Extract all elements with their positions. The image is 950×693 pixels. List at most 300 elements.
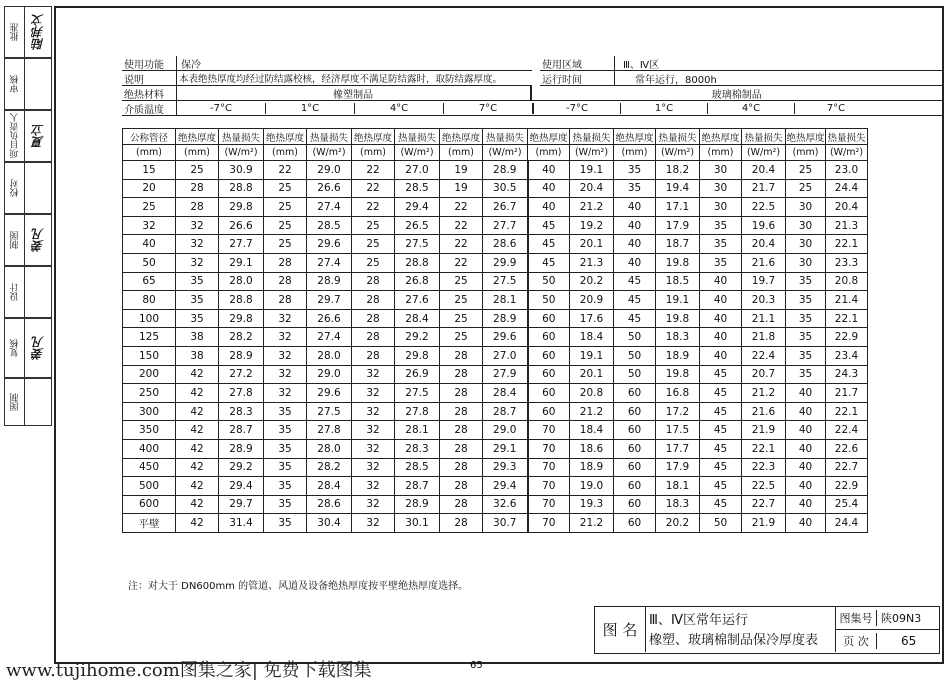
heat-loss-heading: 热量损失: [483, 129, 528, 145]
title-line2: 橡塑、玻璃棉制品保冷厚度表: [649, 633, 819, 648]
heat-loss-cell: 21.2: [570, 198, 614, 217]
atlas-value: 陕09N3: [881, 612, 922, 625]
heat-loss-cell: 29.8: [395, 346, 440, 365]
heat-loss-cell: 28.3: [395, 439, 440, 458]
heat-loss-heading: 热量损失: [656, 129, 700, 145]
thickness-cell: 32: [176, 253, 219, 272]
table-row: [123, 235, 868, 254]
thickness-cell: 25: [440, 328, 483, 347]
unit-cell: (W/m²): [483, 145, 528, 161]
thickness-cell: 60: [614, 402, 656, 421]
thickness-cell: 60: [614, 384, 656, 403]
thickness-cell: 22: [352, 198, 395, 217]
dn-cell: 32: [123, 216, 176, 235]
unit-cell: (mm): [176, 145, 219, 161]
heat-loss-cell: 18.7: [656, 235, 700, 254]
heat-loss-cell: 20.4: [826, 198, 868, 217]
table-row: [123, 272, 868, 291]
thickness-cell: 28: [440, 384, 483, 403]
dn-cell: 300: [123, 402, 176, 421]
heat-loss-cell: 17.6: [570, 309, 614, 328]
thickness-cell: 50: [614, 365, 656, 384]
thickness-cell: 45: [700, 458, 742, 477]
signature: 陆邦文: [31, 14, 45, 50]
heat-loss-cell: 20.4: [742, 235, 786, 254]
dn-cell: 125: [123, 328, 176, 347]
heat-loss-cell: 26.6: [307, 309, 352, 328]
heat-loss-cell: 27.8: [395, 402, 440, 421]
thickness-cell: 35: [176, 309, 219, 328]
signature: [25, 379, 50, 425]
heat-loss-cell: 27.9: [483, 365, 528, 384]
thickness-cell: 25: [176, 161, 219, 180]
heat-loss-cell: 16.8: [656, 384, 700, 403]
heat-loss-cell: 26.6: [219, 216, 264, 235]
table-row: [123, 402, 868, 421]
heat-loss-cell: 20.2: [656, 514, 700, 533]
table-row: [123, 161, 868, 180]
page-value: 65: [901, 634, 917, 648]
footnote: 注：对大于 DN600mm 的管道、风道及设备绝热厚度按平壁绝热厚度选择。: [128, 581, 469, 592]
thickness-cell: 38: [176, 346, 219, 365]
heat-loss-cell: 30.9: [219, 161, 264, 180]
thickness-cell: 32: [176, 235, 219, 254]
approval-label: 复核: [10, 339, 21, 357]
heat-loss-cell: 29.0: [307, 161, 352, 180]
thickness-cell: 35: [264, 477, 307, 496]
thickness-cell: 22: [440, 216, 483, 235]
heat-loss-cell: 21.3: [570, 253, 614, 272]
signature: 姜凡: [31, 336, 45, 360]
thickness-cell: 60: [614, 514, 656, 533]
dn-cell: 65: [123, 272, 176, 291]
approval-cell: [4, 266, 52, 318]
thickness-heading: 绝热厚度: [440, 129, 483, 145]
thickness-cell: 50: [700, 514, 742, 533]
unit-cell: (mm): [700, 145, 742, 161]
heat-loss-cell: 20.8: [826, 272, 868, 291]
heat-loss-cell: 31.4: [219, 514, 264, 533]
unit-cell: (mm): [440, 145, 483, 161]
heat-loss-cell: 26.5: [395, 216, 440, 235]
heat-loss-cell: 29.2: [395, 328, 440, 347]
approval-cell: [4, 162, 52, 214]
heat-loss-cell: 21.6: [742, 402, 786, 421]
heat-loss-heading: 热量损失: [219, 129, 264, 145]
thickness-cell: 32: [352, 495, 395, 514]
thickness-cell: 35: [176, 272, 219, 291]
thickness-heading: 绝热厚度: [700, 129, 742, 145]
heat-loss-cell: 18.4: [570, 421, 614, 440]
heat-loss-cell: 28.2: [307, 458, 352, 477]
heat-loss-heading: 热量损失: [307, 129, 352, 145]
thickness-cell: 40: [614, 216, 656, 235]
thickness-cell: 35: [264, 495, 307, 514]
thickness-heading: 绝热厚度: [176, 129, 219, 145]
dn-cell: 250: [123, 384, 176, 403]
thickness-cell: 40: [786, 495, 826, 514]
heat-loss-cell: 18.3: [656, 328, 700, 347]
thickness-cell: 40: [786, 402, 826, 421]
heat-loss-cell: 26.9: [395, 365, 440, 384]
thickness-cell: 25: [440, 291, 483, 310]
thickness-cell: 32: [352, 365, 395, 384]
heat-loss-heading: 热量损失: [570, 129, 614, 145]
thickness-cell: 32: [352, 477, 395, 496]
approval-cell: [4, 58, 52, 110]
thickness-cell: 45: [700, 402, 742, 421]
approval-label: 批准: [10, 23, 21, 41]
heat-loss-cell: 30.5: [483, 179, 528, 198]
dn-cell: 平壁: [123, 514, 176, 533]
heat-loss-cell: 19.8: [656, 309, 700, 328]
heat-loss-cell: 20.9: [570, 291, 614, 310]
insulation-thickness-table: [122, 128, 868, 533]
heat-loss-cell: 23.4: [826, 346, 868, 365]
heat-loss-cell: 22.3: [742, 458, 786, 477]
heat-loss-cell: 29.7: [307, 291, 352, 310]
heat-loss-cell: 19.0: [570, 477, 614, 496]
thickness-cell: 60: [614, 477, 656, 496]
temp-heading: 4°C: [355, 103, 444, 114]
thickness-cell: 42: [176, 402, 219, 421]
thickness-cell: 45: [700, 421, 742, 440]
temp-label: 介质温度: [122, 101, 177, 116]
heat-loss-cell: 18.4: [570, 328, 614, 347]
dn-cell: 40: [123, 235, 176, 254]
table-row: [123, 365, 868, 384]
heat-loss-cell: 28.9: [219, 346, 264, 365]
thickness-cell: 45: [528, 253, 570, 272]
heat-loss-cell: 18.1: [656, 477, 700, 496]
heat-loss-cell: 22.9: [826, 328, 868, 347]
heat-loss-cell: 19.6: [742, 216, 786, 235]
temp-heading: 4°C: [708, 103, 795, 114]
heat-loss-cell: 28.9: [483, 309, 528, 328]
unit-cell: (W/m²): [656, 145, 700, 161]
note-value: 本表绝热厚度均经过防结露校核，经济厚度不满足防结露时，取防结露厚度。: [179, 74, 503, 85]
thickness-cell: 28: [352, 309, 395, 328]
atlas-cell: [835, 607, 940, 630]
table-row: [123, 253, 868, 272]
thickness-cell: 28: [264, 253, 307, 272]
approval-label: 审核: [10, 75, 21, 93]
signature: [25, 163, 50, 213]
heat-loss-cell: 28.7: [395, 477, 440, 496]
thickness-cell: 25: [264, 198, 307, 217]
thickness-cell: 45: [614, 272, 656, 291]
unit-cell: (mm): [528, 145, 570, 161]
thickness-cell: 22: [440, 235, 483, 254]
thickness-heading: 绝热厚度: [786, 129, 826, 145]
thickness-cell: 60: [614, 439, 656, 458]
heat-loss-cell: 30.4: [307, 514, 352, 533]
heat-loss-cell: 28.4: [483, 384, 528, 403]
title-name-label: 图 名: [595, 607, 646, 652]
thickness-cell: 50: [614, 328, 656, 347]
thickness-cell: 30: [786, 198, 826, 217]
thickness-cell: 30: [700, 179, 742, 198]
thickness-cell: 40: [786, 421, 826, 440]
thickness-cell: 60: [528, 384, 570, 403]
heat-loss-cell: 21.4: [826, 291, 868, 310]
thickness-cell: 42: [176, 421, 219, 440]
thickness-cell: 35: [786, 272, 826, 291]
heat-loss-cell: 26.8: [395, 272, 440, 291]
heat-loss-cell: 28.5: [395, 458, 440, 477]
unit-cell: (mm): [123, 145, 176, 161]
thickness-cell: 28: [440, 514, 483, 533]
thickness-cell: 28: [440, 495, 483, 514]
thickness-cell: 40: [700, 291, 742, 310]
thickness-cell: 28: [352, 272, 395, 291]
function-value: 保冷: [181, 59, 201, 71]
table-row: [123, 495, 868, 514]
thickness-cell: 60: [614, 458, 656, 477]
thickness-cell: 40: [786, 458, 826, 477]
heat-loss-cell: 27.4: [307, 328, 352, 347]
thickness-cell: 28: [264, 291, 307, 310]
heat-loss-cell: 24.4: [826, 514, 868, 533]
approval-label: 制图: [10, 231, 21, 249]
table-row: [123, 384, 868, 403]
thickness-cell: 35: [786, 365, 826, 384]
thickness-cell: 32: [352, 439, 395, 458]
heat-loss-cell: 19.4: [656, 179, 700, 198]
heat-loss-cell: 24.4: [826, 179, 868, 198]
heat-loss-cell: 20.4: [570, 179, 614, 198]
heat-loss-cell: 29.8: [219, 309, 264, 328]
heat-loss-cell: 27.5: [307, 402, 352, 421]
heat-loss-heading: 热量损失: [742, 129, 786, 145]
thickness-cell: 60: [528, 346, 570, 365]
heat-loss-cell: 28.7: [219, 421, 264, 440]
material-glasswool: 玻璃棉制品: [530, 86, 942, 101]
thickness-cell: 25: [352, 216, 395, 235]
table-row: [123, 216, 868, 235]
heat-loss-cell: 27.7: [483, 216, 528, 235]
thickness-cell: 32: [352, 384, 395, 403]
thickness-cell: 32: [264, 309, 307, 328]
thickness-cell: 45: [614, 309, 656, 328]
thickness-cell: 25: [264, 235, 307, 254]
runtime-value: 常年运行，8000h: [635, 74, 717, 86]
unit-cell: (mm): [352, 145, 395, 161]
dn-cell: 450: [123, 458, 176, 477]
approval-cell: [4, 318, 52, 378]
thickness-cell: 28: [440, 421, 483, 440]
heat-loss-cell: 22.4: [742, 346, 786, 365]
thickness-cell: 42: [176, 384, 219, 403]
thickness-cell: 35: [786, 346, 826, 365]
dn-cell: 50: [123, 253, 176, 272]
heat-loss-cell: 22.9: [826, 477, 868, 496]
table-row: [123, 179, 868, 198]
thickness-cell: 42: [176, 458, 219, 477]
thickness-cell: 40: [786, 514, 826, 533]
heat-loss-cell: 21.7: [826, 384, 868, 403]
heat-loss-cell: 29.0: [483, 421, 528, 440]
heat-loss-cell: 29.6: [483, 328, 528, 347]
thickness-cell: 22: [440, 253, 483, 272]
approval-label: 图制: [10, 393, 21, 411]
heat-loss-cell: 20.1: [570, 365, 614, 384]
thickness-cell: 42: [176, 439, 219, 458]
unit-cell: (mm): [264, 145, 307, 161]
heat-loss-cell: 29.4: [219, 477, 264, 496]
thickness-cell: 45: [528, 216, 570, 235]
heat-loss-cell: 18.3: [656, 495, 700, 514]
temp-heading: -7°C: [177, 103, 266, 114]
thickness-cell: 50: [528, 291, 570, 310]
thickness-cell: 25: [264, 216, 307, 235]
heat-loss-cell: 28.2: [219, 328, 264, 347]
thickness-cell: 60: [614, 495, 656, 514]
thickness-cell: 35: [264, 514, 307, 533]
thickness-cell: 25: [440, 272, 483, 291]
unit-cell: (W/m²): [826, 145, 868, 161]
thickness-cell: 70: [528, 421, 570, 440]
thickness-cell: 19: [440, 179, 483, 198]
heat-loss-cell: 22.4: [826, 421, 868, 440]
thickness-cell: 28: [440, 402, 483, 421]
heat-loss-cell: 27.6: [395, 291, 440, 310]
thickness-cell: 22: [264, 161, 307, 180]
thickness-cell: 50: [528, 272, 570, 291]
dn-cell: 150: [123, 346, 176, 365]
heat-loss-cell: 28.4: [307, 477, 352, 496]
thickness-cell: 30: [786, 216, 826, 235]
heat-loss-cell: 18.5: [656, 272, 700, 291]
region-label: 使用区域: [540, 56, 615, 71]
dn-cell: 25: [123, 198, 176, 217]
table-row: [123, 309, 868, 328]
heat-loss-cell: 21.8: [742, 328, 786, 347]
title-block: [594, 606, 940, 654]
heat-loss-cell: 20.8: [570, 384, 614, 403]
thickness-cell: 50: [614, 346, 656, 365]
heat-loss-cell: 28.6: [307, 495, 352, 514]
thickness-cell: 60: [614, 421, 656, 440]
heat-loss-cell: 30.1: [395, 514, 440, 533]
heat-loss-cell: 20.7: [742, 365, 786, 384]
table-body: [123, 161, 868, 533]
heat-loss-cell: 28.9: [395, 495, 440, 514]
heat-loss-cell: 21.6: [742, 253, 786, 272]
heat-loss-cell: 27.7: [219, 235, 264, 254]
thickness-cell: 40: [786, 384, 826, 403]
thickness-cell: 42: [176, 365, 219, 384]
heat-loss-cell: 22.1: [826, 309, 868, 328]
thickness-cell: 32: [352, 402, 395, 421]
thickness-cell: 28: [264, 272, 307, 291]
heat-loss-cell: 28.1: [395, 421, 440, 440]
thickness-cell: 28: [352, 346, 395, 365]
thickness-cell: 40: [614, 235, 656, 254]
unit-cell: (W/m²): [742, 145, 786, 161]
table-row: [123, 421, 868, 440]
heat-loss-cell: 28.0: [307, 439, 352, 458]
heat-loss-cell: 17.5: [656, 421, 700, 440]
heat-loss-cell: 28.1: [483, 291, 528, 310]
thickness-cell: 32: [264, 328, 307, 347]
heat-loss-cell: 20.1: [570, 235, 614, 254]
heat-loss-cell: 20.2: [570, 272, 614, 291]
thickness-cell: 42: [176, 514, 219, 533]
heat-loss-cell: 28.8: [219, 291, 264, 310]
heat-loss-cell: 24.3: [826, 365, 868, 384]
thickness-cell: 40: [614, 253, 656, 272]
heat-loss-cell: 25.4: [826, 495, 868, 514]
heat-loss-cell: 29.6: [307, 235, 352, 254]
temp-heading: 7°C: [826, 102, 846, 114]
heat-loss-cell: 27.2: [219, 365, 264, 384]
temp-heading: 7°C: [444, 103, 534, 114]
temp-heading: 1°C: [621, 103, 708, 114]
thickness-cell: 35: [264, 439, 307, 458]
unit-row: [123, 145, 868, 161]
thickness-cell: 70: [528, 514, 570, 533]
thickness-cell: 28: [440, 458, 483, 477]
title-line1: Ⅲ、Ⅳ区常年运行: [649, 613, 748, 628]
thickness-cell: 30: [786, 253, 826, 272]
thickness-cell: 60: [528, 309, 570, 328]
thickness-cell: 22: [352, 179, 395, 198]
dn-heading: 公称管径: [123, 129, 176, 145]
thickness-cell: 60: [528, 365, 570, 384]
approval-label: 校对: [10, 179, 21, 197]
heat-loss-cell: 27.4: [307, 198, 352, 217]
heat-loss-cell: 29.1: [219, 253, 264, 272]
heat-loss-cell: 21.2: [570, 402, 614, 421]
heat-loss-cell: 19.2: [570, 216, 614, 235]
unit-cell: (W/m²): [395, 145, 440, 161]
thickness-cell: 45: [700, 365, 742, 384]
heat-loss-cell: 19.1: [570, 161, 614, 180]
heat-loss-cell: 18.9: [656, 346, 700, 365]
heat-loss-cell: 19.3: [570, 495, 614, 514]
heat-loss-cell: 28.8: [219, 179, 264, 198]
heat-loss-cell: 27.0: [395, 161, 440, 180]
signature: 夏立: [31, 124, 45, 148]
note-label: 说明: [122, 71, 177, 86]
heat-loss-cell: 26.6: [307, 179, 352, 198]
thickness-heading: 绝热厚度: [352, 129, 395, 145]
heat-loss-cell: 27.5: [483, 272, 528, 291]
heat-loss-cell: 28.4: [395, 309, 440, 328]
dn-cell: 20: [123, 179, 176, 198]
thickness-cell: 28: [352, 291, 395, 310]
heat-loss-cell: 22.6: [826, 439, 868, 458]
table-row: [123, 328, 868, 347]
heat-loss-cell: 26.7: [483, 198, 528, 217]
thickness-cell: 32: [264, 365, 307, 384]
heat-loss-cell: 29.6: [307, 384, 352, 403]
thickness-cell: 32: [176, 216, 219, 235]
page-label: 页 次: [836, 633, 877, 649]
thickness-cell: 32: [264, 346, 307, 365]
thickness-cell: 30: [786, 235, 826, 254]
thickness-cell: 30: [700, 161, 742, 180]
heat-loss-cell: 19.8: [656, 365, 700, 384]
thickness-cell: 32: [352, 421, 395, 440]
thickness-cell: 40: [700, 309, 742, 328]
heat-loss-cell: 28.9: [307, 272, 352, 291]
heat-loss-cell: 19.1: [570, 346, 614, 365]
thickness-cell: 35: [264, 458, 307, 477]
heat-loss-cell: 23.0: [826, 161, 868, 180]
thickness-cell: 28: [440, 439, 483, 458]
